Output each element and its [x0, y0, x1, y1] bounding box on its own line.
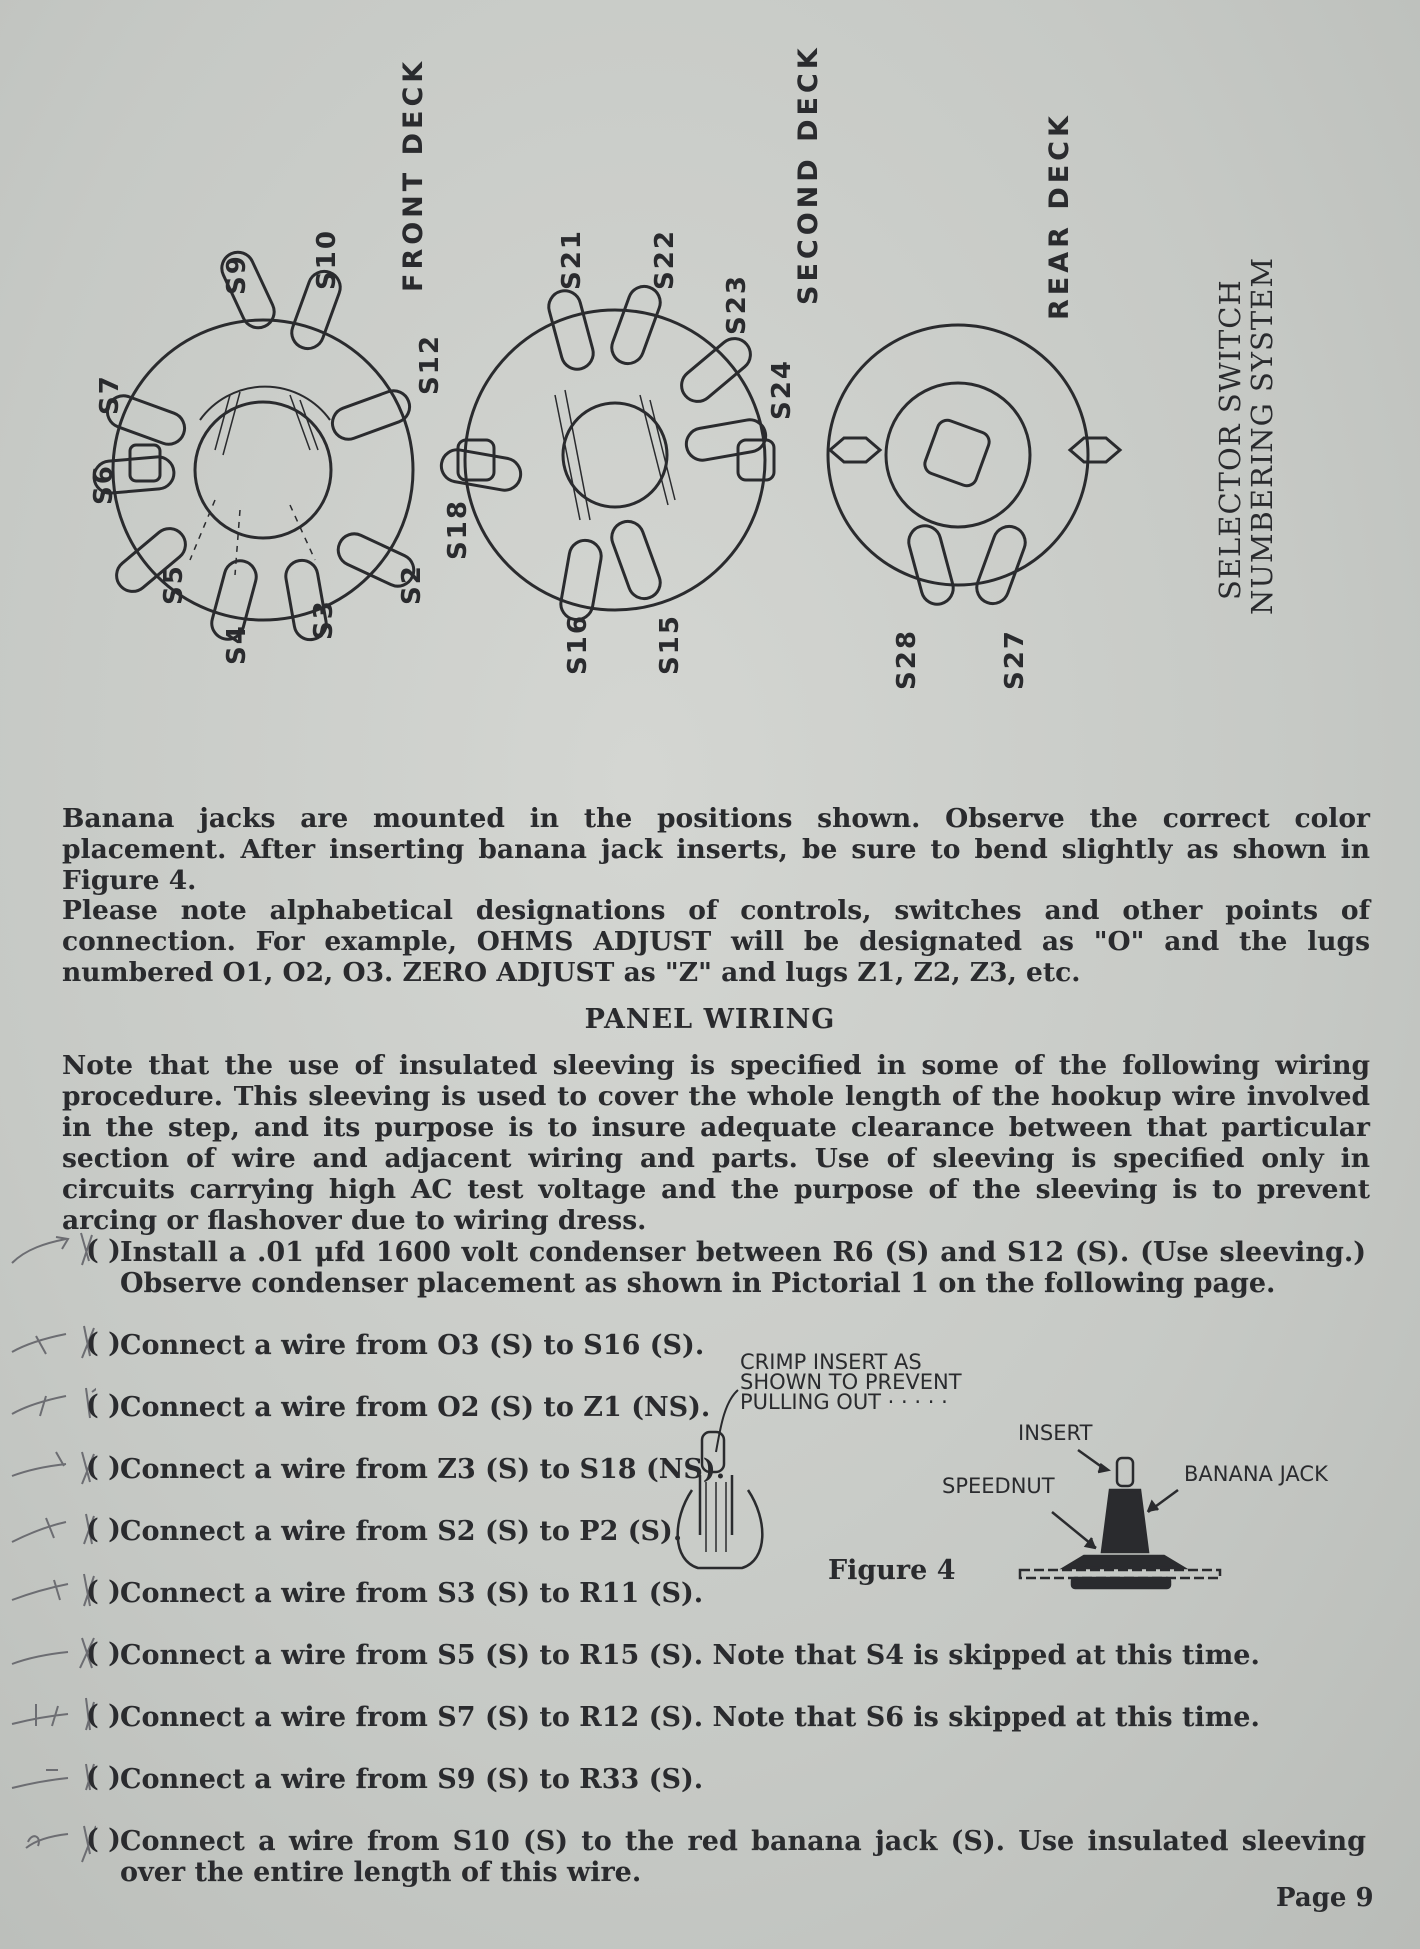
lug-label-s24: S24: [767, 359, 797, 420]
lug-label-s21: S21: [557, 229, 587, 290]
selector-switch-diagram: [0, 0, 1420, 800]
lug-label-s2: S2: [397, 564, 427, 605]
lug-label-s16: S16: [563, 614, 593, 675]
step-text: Connect a wire from S2 (S) to P2 (S).: [120, 1516, 683, 1547]
handwritten-check-mark: [6, 1384, 96, 1428]
checkbox[interactable]: ( ): [86, 1762, 121, 1793]
handwritten-check-mark: [6, 1322, 96, 1366]
checkbox[interactable]: ( ): [86, 1514, 121, 1545]
step-text: Connect a wire from S5 (S) to R15 (S). Note that S4 is skipped at this time.: [120, 1640, 1260, 1671]
front-deck-label: FRONT DECK: [398, 57, 429, 292]
handwritten-check-mark: [6, 1229, 96, 1273]
lug-label-s22: S22: [650, 229, 680, 290]
lug-label-s23: S23: [722, 274, 752, 335]
lug-label-s6: S6: [89, 464, 119, 505]
banana-jack-paragraph: Banana jacks are mounted in the positions shown. Observe the correct color placement. After inserting banana jack inserts, be sure to bend slightly as shown in Figure 4.: [62, 803, 1370, 896]
section-heading: PANEL WIRING: [584, 1004, 836, 1035]
step-text: Connect a wire from O2 (S) to Z1 (NS).: [120, 1392, 711, 1423]
handwritten-check-mark: [6, 1446, 96, 1490]
lug-label-s27: S27: [1000, 629, 1030, 690]
figure-4-illustration: [660, 1340, 1380, 1620]
diagram-title-line1: SELECTOR SWITCH: [1213, 279, 1247, 600]
checkbox[interactable]: ( ): [86, 1824, 121, 1855]
lug-label-s3: S3: [309, 599, 339, 640]
step-text: Connect a wire from S10 (S) to the red banana jack (S). Use insulated sleeving over the entire length of this wire.: [120, 1826, 1366, 1888]
checkbox[interactable]: ( ): [86, 1700, 121, 1731]
lug-label-s10: S10: [312, 229, 342, 290]
step-text: Connect a wire from S9 (S) to R33 (S).: [120, 1764, 704, 1795]
handwritten-check-mark: [6, 1818, 96, 1866]
step-text: Connect a wire from Z3 (S) to S18 (NS).: [120, 1454, 726, 1485]
rear-deck-wafer: [828, 325, 1120, 608]
checkbox[interactable]: ( ): [86, 1328, 121, 1359]
diagram-title-line2: NUMBERING SYSTEM: [1245, 256, 1279, 615]
handwritten-check-mark: [6, 1632, 96, 1676]
banana-jack-label: BANANA JACK: [1184, 1462, 1328, 1486]
insert-label: INSERT: [1018, 1421, 1093, 1445]
checkbox[interactable]: ( ): [86, 1235, 121, 1266]
checkbox[interactable]: ( ): [86, 1638, 121, 1669]
step-text: Install a .01 μfd 1600 volt condenser between R6 (S) and S12 (S). (Use sleeving.) Observe condenser placement as shown in Pictorial 1 on the following page.: [120, 1237, 1366, 1299]
handwritten-check-mark: [6, 1570, 96, 1614]
crimp-note-line3: PULLING OUT · · · · ·: [740, 1390, 948, 1414]
crimp-note-line2: SHOWN TO PREVENT: [740, 1370, 962, 1394]
lug-label-s28: S28: [892, 629, 922, 690]
rear-deck-label: REAR DECK: [1044, 112, 1075, 320]
banana-insert-icon: [678, 1432, 763, 1568]
second-deck-label: SECOND DECK: [793, 44, 824, 305]
step-text: Connect a wire from S3 (S) to R11 (S).: [120, 1578, 704, 1609]
handwritten-check-mark: [6, 1508, 96, 1552]
lug-label-s9: S9: [222, 254, 252, 295]
handwritten-check-mark: [6, 1694, 96, 1738]
crimp-note-line1: CRIMP INSERT AS: [740, 1350, 922, 1374]
front-deck-lugs: [93, 247, 419, 643]
checkbox[interactable]: ( ): [86, 1390, 121, 1421]
figure-4-caption: Figure 4: [828, 1555, 956, 1586]
speednut-label: SPEEDNUT: [942, 1474, 1055, 1498]
lug-label-s15: S15: [655, 614, 685, 675]
step-text: Connect a wire from O3 (S) to S16 (S).: [120, 1330, 705, 1361]
page-number: Page 9: [1276, 1883, 1374, 1913]
lug-label-s12: S12: [415, 334, 445, 395]
handwritten-check-mark: [6, 1756, 96, 1800]
step-text: Connect a wire from S7 (S) to R12 (S). Note that S6 is skipped at this time.: [120, 1702, 1260, 1733]
designation-paragraph: Please note alphabetical designations of controls, switches and other points of connection. For example, OHMS ADJUST will be designated as "O" and the lugs numbered O1, O2, O3. ZERO ADJUST as "Z" and lugs Z1, Z2, Z3, etc.: [62, 895, 1370, 988]
sleeving-paragraph: Note that the use of insulated sleeving is specified in some of the following wiring procedure. This sleeving is used to cover the whole length of the hookup wire involved in the step, and its purpose is to insure adequate clearance between that particular section of wire and adjacent wiring and parts. Use of sleeving is specified only in circuits carrying high AC test voltage and the purpose of the sleeving is to prevent arcing or flashover due to wiring dress.: [62, 1050, 1370, 1236]
lug-label-s5: S5: [159, 564, 189, 605]
lug-label-s7: S7: [95, 374, 125, 415]
lug-label-s4: S4: [222, 624, 252, 665]
checkbox[interactable]: ( ): [86, 1576, 121, 1607]
checkbox[interactable]: ( ): [86, 1452, 121, 1483]
lug-label-s18: S18: [443, 499, 473, 560]
